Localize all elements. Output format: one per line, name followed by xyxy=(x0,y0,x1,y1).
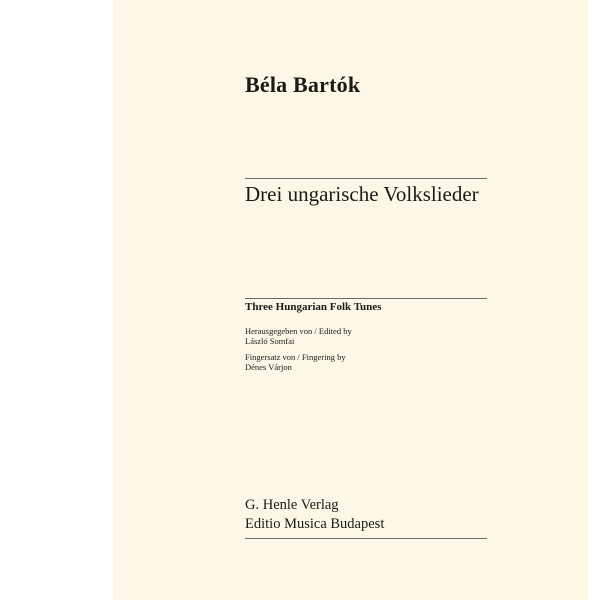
composer-name: Béla Bartók xyxy=(245,72,361,97)
subtitle-divider xyxy=(245,298,487,299)
publisher-emb: Editio Musica Budapest xyxy=(245,516,385,532)
english-title: Three Hungarian Folk Tunes xyxy=(245,301,382,313)
editor-name: László Somfai xyxy=(245,336,295,346)
bottom-divider xyxy=(245,538,487,539)
score-cover xyxy=(113,0,588,600)
work-title: Drei ungarische Volkslieder xyxy=(245,182,479,206)
fingering-name: Dénes Várjon xyxy=(245,362,292,372)
fingering-label: Fingersatz von / Fingering by xyxy=(245,352,346,362)
title-divider xyxy=(245,178,487,179)
publisher-henle: G. Henle Verlag xyxy=(245,497,339,513)
edited-by-label: Herausgegeben von / Edited by xyxy=(245,326,352,336)
